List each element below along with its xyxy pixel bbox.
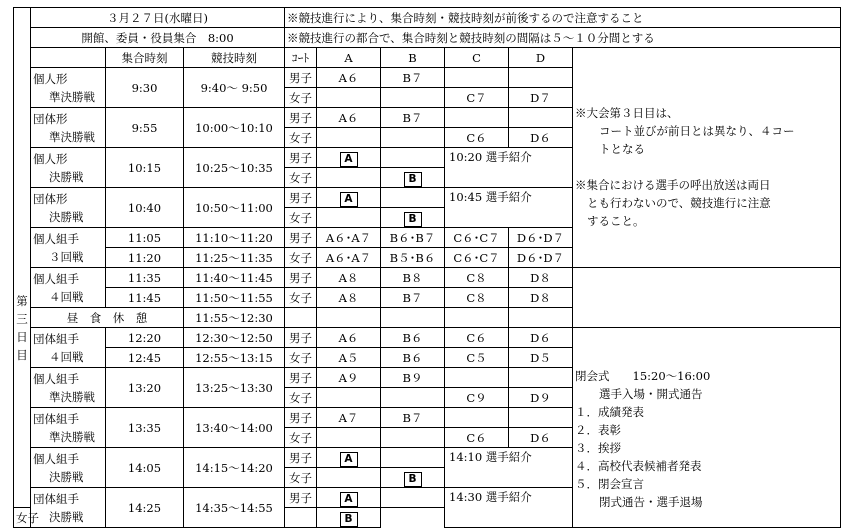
gender-male: 男子	[285, 68, 317, 88]
note-line: ２．表彰	[575, 422, 621, 437]
event-name: 個人形 準決勝戦	[31, 68, 106, 108]
gender-female: 女子	[285, 88, 317, 108]
gender-female: 女子	[285, 248, 317, 268]
court-d-cell	[509, 108, 573, 128]
gender-female: 女子	[14, 508, 31, 528]
assembly-time: 9:30	[106, 68, 184, 108]
court-a-cell: A６	[317, 328, 381, 348]
event-name: 個人組手 準決勝戦	[31, 368, 106, 408]
event-name: 団体組手 ４回戦	[31, 328, 106, 368]
court-a-cell: A７	[317, 408, 381, 428]
intro-text: 10:20 選手紹介	[449, 150, 532, 164]
court-a-cell	[317, 148, 381, 168]
gender-male: 男子	[285, 268, 317, 288]
court-c-header: C	[445, 48, 509, 68]
court-d-cell	[509, 68, 573, 88]
lunch-row	[14, 308, 841, 328]
match-time: 11:40～11:45	[184, 268, 285, 288]
gender-male: 男子	[285, 188, 317, 208]
match-time: 11:10～11:20	[184, 228, 285, 248]
court-b-cell	[381, 428, 445, 448]
court-a-cell: A６	[317, 108, 381, 128]
court-d-cell	[509, 368, 573, 388]
court-b-cell	[381, 388, 445, 408]
court-d-cell: D６	[509, 328, 573, 348]
lunch-empty	[509, 308, 573, 328]
court-c-cell: C８	[445, 268, 509, 288]
court-b-header: B	[381, 48, 445, 68]
intro-cell	[445, 448, 573, 488]
court-a-cell: A８	[317, 288, 381, 308]
court-d-cell: D６･D７	[509, 248, 573, 268]
match-time: 10:25～10:35	[184, 148, 285, 188]
court-a-header: A	[317, 48, 381, 68]
final-court-box: A	[340, 152, 358, 167]
match-time-header: 競技時刻	[184, 48, 285, 68]
gender-female: 女子	[285, 168, 317, 188]
court-c-cell: C６	[445, 328, 509, 348]
court-a-cell: A９	[317, 368, 381, 388]
note-line: ５．閉会宣言	[575, 476, 644, 491]
match-time: 12:30～12:50	[184, 328, 285, 348]
court-d-cell: D６	[509, 428, 573, 448]
schedule-sheet	[13, 7, 841, 528]
gender-female: 女子	[285, 348, 317, 368]
assembly-time: 14:25	[106, 488, 184, 528]
match-time: 10:50～11:00	[184, 188, 285, 228]
intro-cell	[445, 488, 573, 528]
court-b-cell	[381, 448, 445, 468]
event-name: 個人組手 決勝戦	[31, 448, 106, 488]
match-time: 13:25～13:30	[184, 368, 285, 408]
note-line: トとなる	[599, 142, 645, 157]
event-name: 個人組手 ３回戦	[31, 228, 106, 268]
court-d-cell: D５	[509, 348, 573, 368]
court-a-cell	[317, 88, 381, 108]
court-b-cell	[381, 468, 445, 488]
lunch-empty	[381, 308, 445, 328]
court-d-cell: D８	[509, 288, 573, 308]
event-name: 個人形 決勝戦	[31, 148, 106, 188]
final-court-box: B	[340, 512, 358, 527]
court-a-cell	[285, 508, 317, 528]
court-b-cell	[381, 88, 445, 108]
court-c-cell: C８	[445, 288, 509, 308]
lunch-empty	[285, 308, 317, 328]
assembly-time: 12:45	[106, 348, 184, 368]
match-time: 14:35～14:55	[184, 488, 285, 528]
gender-female: 女子	[285, 288, 317, 308]
court-c-cell: C７	[445, 88, 509, 108]
note-line: 選手入場・開式通告	[599, 386, 703, 401]
court-a-cell: A６･A７	[317, 248, 381, 268]
assembly-time: 11:35	[106, 268, 184, 288]
day-label	[14, 8, 31, 508]
court-c-cell: C５	[445, 348, 509, 368]
court-b-cell: B６･B７	[381, 228, 445, 248]
court-b-cell	[317, 508, 381, 528]
court-a-cell	[317, 128, 381, 148]
court-a-cell	[317, 168, 381, 188]
event-name: 団体組手 決勝戦	[31, 488, 106, 528]
court-a-cell	[317, 188, 381, 208]
gender-male: 男子	[285, 368, 317, 388]
lunch-empty	[317, 308, 381, 328]
court-c-cell: C６･C７	[445, 248, 509, 268]
note-line: コート並びが前日とは異なり、４コー	[599, 124, 795, 139]
assembly-time: 10:15	[106, 148, 184, 188]
lunch-empty	[445, 308, 509, 328]
event-name: 団体組手 準決勝戦	[31, 408, 106, 448]
event-header	[31, 48, 106, 68]
court-c-cell: C６	[445, 128, 509, 148]
match-time: 14:15～14:20	[184, 448, 285, 488]
day-char-2: 三	[16, 311, 28, 326]
court-c-cell: C９	[445, 388, 509, 408]
table-row	[14, 288, 841, 308]
table-row	[14, 268, 841, 288]
court-b-cell	[381, 128, 445, 148]
court-c-cell	[445, 108, 509, 128]
lunch-label: 昼 食 休 憩	[31, 308, 184, 328]
lunch-time: 11:55～12:30	[184, 308, 285, 328]
note-line: 閉式通告・選手退場	[599, 494, 703, 509]
note-line: ４．高校代表候補者発表	[575, 458, 702, 473]
assembly-time: 10:40	[106, 188, 184, 228]
final-court-box: B	[404, 472, 422, 487]
day-char-4: 目	[16, 347, 28, 362]
court-a-cell	[317, 448, 381, 468]
gender-female: 女子	[285, 388, 317, 408]
court-b-cell: B９	[381, 368, 445, 388]
intro-text: 10:45 選手紹介	[449, 190, 532, 204]
gender-male: 男子	[285, 228, 317, 248]
court-d-cell	[509, 408, 573, 428]
intro-cell	[445, 148, 573, 188]
assembly-time: 11:45	[106, 288, 184, 308]
court-b-cell	[381, 148, 445, 168]
intro-cell	[445, 188, 573, 228]
gender-female: 女子	[285, 208, 317, 228]
note-line: ※大会第３日目は、	[575, 106, 679, 121]
court-b-cell	[381, 168, 445, 188]
court-d-cell: D９	[509, 388, 573, 408]
court-b-cell: B７	[381, 108, 445, 128]
match-time: 11:25～11:35	[184, 248, 285, 268]
court-b-cell: B５･B６	[381, 248, 445, 268]
gender-male: 男子	[285, 108, 317, 128]
gender-male: 男子	[285, 328, 317, 348]
court-a-cell	[317, 488, 381, 508]
assembly-time: 9:55	[106, 108, 184, 148]
court-b-cell: B７	[381, 408, 445, 428]
court-d-cell: D８	[509, 268, 573, 288]
court-b-cell: B８	[381, 268, 445, 288]
gender-male: 男子	[285, 488, 317, 508]
table-row	[14, 328, 841, 348]
court-b-cell	[381, 188, 445, 208]
column-header-row	[14, 48, 841, 68]
note-line: １．成績発表	[575, 404, 644, 419]
match-time: 12:55～13:15	[184, 348, 285, 368]
court-b-cell: B６	[381, 348, 445, 368]
court-a-cell	[317, 468, 381, 488]
note-line: 閉会式 15:20～16:00	[575, 368, 711, 383]
court-a-cell	[317, 388, 381, 408]
intro-text: 14:30 選手紹介	[449, 490, 532, 504]
date-cell: ３月２７日(水曜日)	[31, 8, 285, 28]
notes-top	[573, 68, 841, 268]
court-a-cell	[317, 428, 381, 448]
assembly-time: 13:20	[106, 368, 184, 408]
court-a-cell: A６	[317, 68, 381, 88]
court-b-cell: B７	[381, 68, 445, 88]
gender-male: 男子	[285, 148, 317, 168]
gender-female: 女子	[285, 428, 317, 448]
final-court-box: B	[404, 172, 422, 187]
final-court-box: A	[340, 192, 358, 207]
day-char-3: 日	[16, 329, 28, 344]
court-d-header: D	[509, 48, 573, 68]
intro-text: 14:10 選手紹介	[449, 450, 532, 464]
match-time: 13:40～14:00	[184, 408, 285, 448]
event-name: 団体形 決勝戦	[31, 188, 106, 228]
table-row	[14, 68, 841, 88]
note-line: ３．挨拶	[575, 440, 621, 455]
court-a-cell: A８	[317, 268, 381, 288]
court-c-cell: C６	[445, 428, 509, 448]
court-b-cell: B６	[381, 328, 445, 348]
gender-female: 女子	[285, 468, 317, 488]
court-a-cell: A５	[317, 348, 381, 368]
opening-cell: 開館、委員・役員集合 8:00	[31, 28, 285, 48]
header-row-1	[14, 8, 841, 28]
assembly-time: 11:05	[106, 228, 184, 248]
court-a-cell: A６･A７	[317, 228, 381, 248]
note-line: ※集合における選手の呼出放送は両日	[575, 178, 771, 193]
assembly-time: 11:20	[106, 248, 184, 268]
note-line: とも行わないので、競技進行に注意	[587, 196, 771, 211]
match-time: 11:50～11:55	[184, 288, 285, 308]
assembly-time: 14:05	[106, 448, 184, 488]
schedule-table	[13, 7, 841, 528]
notice-2: ※競技進行の都合で、集合時刻と競技時刻の間隔は５～１０分間とする	[285, 28, 841, 48]
note-line	[575, 158, 838, 176]
court-b-cell	[381, 488, 445, 508]
court-c-cell	[445, 68, 509, 88]
match-time: 10:00～10:10	[184, 108, 285, 148]
court-d-cell: D６･D７	[509, 228, 573, 248]
notice-1: ※競技進行により、集合時刻・競技時刻が前後するので注意すること	[285, 8, 841, 28]
notes-bottom	[573, 328, 841, 528]
header-row-2	[14, 28, 841, 48]
note-line: すること。	[587, 214, 645, 229]
notes-header	[573, 48, 841, 68]
court-a-cell	[317, 208, 381, 228]
court-b-cell: B７	[381, 288, 445, 308]
final-court-box: A	[340, 452, 358, 467]
day-char-1: 第	[16, 293, 28, 308]
court-b-cell	[381, 208, 445, 228]
gender-male: 男子	[285, 448, 317, 468]
event-name: 個人組手 ４回戦	[31, 268, 106, 308]
final-court-box: B	[404, 212, 422, 227]
court-c-cell	[445, 408, 509, 428]
court-c-cell	[445, 368, 509, 388]
court-header: ｺｰﾄ	[285, 48, 317, 68]
court-d-cell: D６	[509, 128, 573, 148]
gender-female: 女子	[285, 128, 317, 148]
gender-male: 男子	[285, 408, 317, 428]
assembly-time: 12:20	[106, 328, 184, 348]
court-c-cell: C６･C７	[445, 228, 509, 248]
assembly-time: 13:35	[106, 408, 184, 448]
event-name: 団体形 準決勝戦	[31, 108, 106, 148]
match-time: 9:40～ 9:50	[184, 68, 285, 108]
court-d-cell: D７	[509, 88, 573, 108]
final-court-box: A	[340, 492, 358, 507]
assembly-time-header: 集合時刻	[106, 48, 184, 68]
